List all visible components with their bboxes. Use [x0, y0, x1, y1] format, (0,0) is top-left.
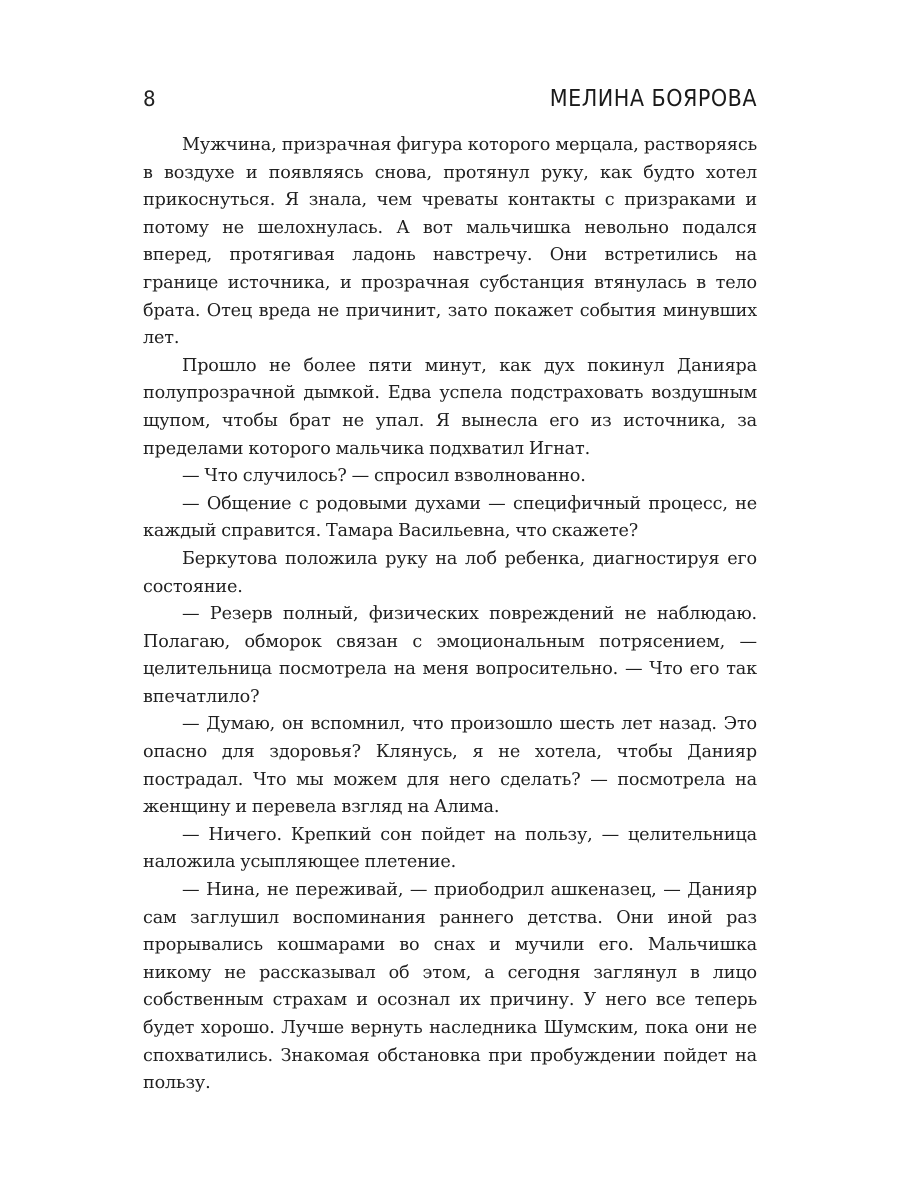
author-running-head: МЕЛИНА БОЯРОВА	[549, 86, 757, 112]
paragraph: — Ничего. Крепкий сон пойдет на пользу, — целительница наложила усыпляющее плетение.	[143, 824, 757, 873]
paragraph: Беркутова положила руку на лоб ребенка, диагностируя его состояние.	[143, 548, 757, 597]
page-number: 8	[143, 87, 156, 111]
paragraph: — Что случилось? — спросил взволнованно.	[182, 466, 586, 487]
paragraph: — Резерв полный, физических повреждений не наблюдаю. Полагаю, обморок связан с эмоциональным потрясением, — целительница посмотрела на меня вопросительно. — Что его так впечатлило?	[143, 604, 757, 707]
page-header	[143, 84, 757, 114]
paragraph: Прошло не более пяти минут, как дух покинул Данияра полупрозрачной дымкой. Едва успела подстраховать воздушным щупом, чтобы брат не упал. Я вынесла его из источника, за пределами которого мальчика подхватил Игнат.	[143, 355, 757, 459]
paragraph: — Общение с родовыми духами — специфичный процесс, не каждый справится. Тамара Васильевна, что скажете?	[143, 493, 757, 542]
page-body	[143, 132, 757, 1098]
paragraph: Мужчина, призрачная фигура которого мерцала, растворяясь в воздухе и появляясь снова, протянул руку, как будто хотел прикоснуться. Я знала, чем чреваты контакты с призраками и потому не шелохнулась. А вот мальчишка невольно подался вперед, протягивая ладонь навстречу. Они встретились на границе источника, и прозрачная субстанция втянулась в тело брата. Отец вреда не причинит, зато покажет события минувших лет.	[143, 135, 757, 349]
paragraph: — Нина, не переживай, — приободрил ашкеназец, — Данияр сам заглушил воспоминания раннего детства. Они иной раз прорывались кошмарами во снах и мучили его. Мальчишка никому не рассказывал об этом, а сегодня заглянул в лицо собственным страхам и осознал их причину. У него все теперь будет хорошо. Лучше вернуть наследника Шумским, пока они не спохватились. Знакомая обстановка при пробуждении пойдет на пользу.	[143, 880, 757, 1094]
paragraph: — Думаю, он вспомнил, что произошло шесть лет назад. Это опасно для здоровья? Клянусь, я не хотела, чтобы Данияр пострадал. Что мы можем для него сделать? — посмотрела на женщину и перевела взгляд на Алима.	[143, 714, 757, 818]
